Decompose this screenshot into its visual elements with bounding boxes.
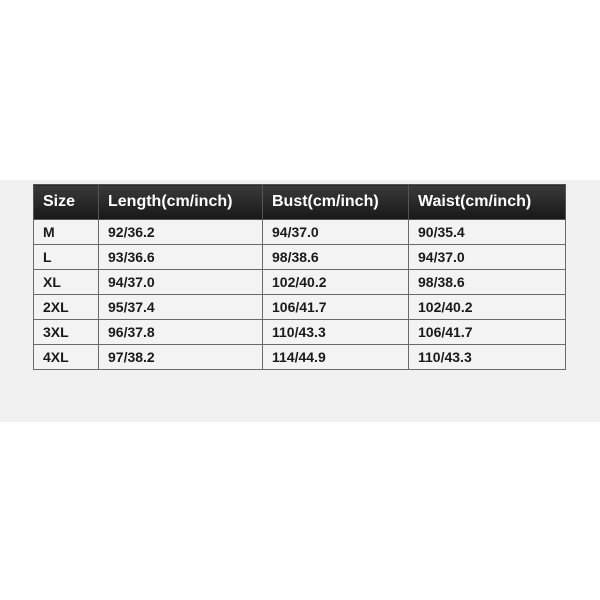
- table-row: [34, 345, 566, 370]
- cell-size: L: [34, 245, 99, 270]
- cell-size: 3XL: [34, 320, 99, 345]
- cell-bust: 114/44.9: [263, 345, 409, 370]
- table-row: [34, 245, 566, 270]
- cell-size: 2XL: [34, 295, 99, 320]
- cell-size: 4XL: [34, 345, 99, 370]
- header-length: Length(cm/inch): [99, 185, 263, 220]
- header-waist: Waist(cm/inch): [409, 185, 566, 220]
- cell-bust: 110/43.3: [263, 320, 409, 345]
- cell-bust: 102/40.2: [263, 270, 409, 295]
- cell-waist: 98/38.6: [409, 270, 566, 295]
- cell-length: 94/37.0: [99, 270, 263, 295]
- cell-bust: 98/38.6: [263, 245, 409, 270]
- table-row: [34, 320, 566, 345]
- header-size: Size: [34, 185, 99, 220]
- size-chart-table: [33, 184, 566, 370]
- cell-length: 97/38.2: [99, 345, 263, 370]
- cell-waist: 94/37.0: [409, 245, 566, 270]
- header-bust: Bust(cm/inch): [263, 185, 409, 220]
- table-row: [34, 270, 566, 295]
- cell-size: M: [34, 220, 99, 245]
- table-row: [34, 220, 566, 245]
- cell-waist: 106/41.7: [409, 320, 566, 345]
- cell-length: 93/36.6: [99, 245, 263, 270]
- cell-length: 96/37.8: [99, 320, 263, 345]
- cell-bust: 106/41.7: [263, 295, 409, 320]
- table-row: [34, 295, 566, 320]
- cell-waist: 90/35.4: [409, 220, 566, 245]
- cell-bust: 94/37.0: [263, 220, 409, 245]
- cell-length: 92/36.2: [99, 220, 263, 245]
- cell-waist: 102/40.2: [409, 295, 566, 320]
- cell-length: 95/37.4: [99, 295, 263, 320]
- table-header-row: [34, 185, 566, 220]
- cell-size: XL: [34, 270, 99, 295]
- cell-waist: 110/43.3: [409, 345, 566, 370]
